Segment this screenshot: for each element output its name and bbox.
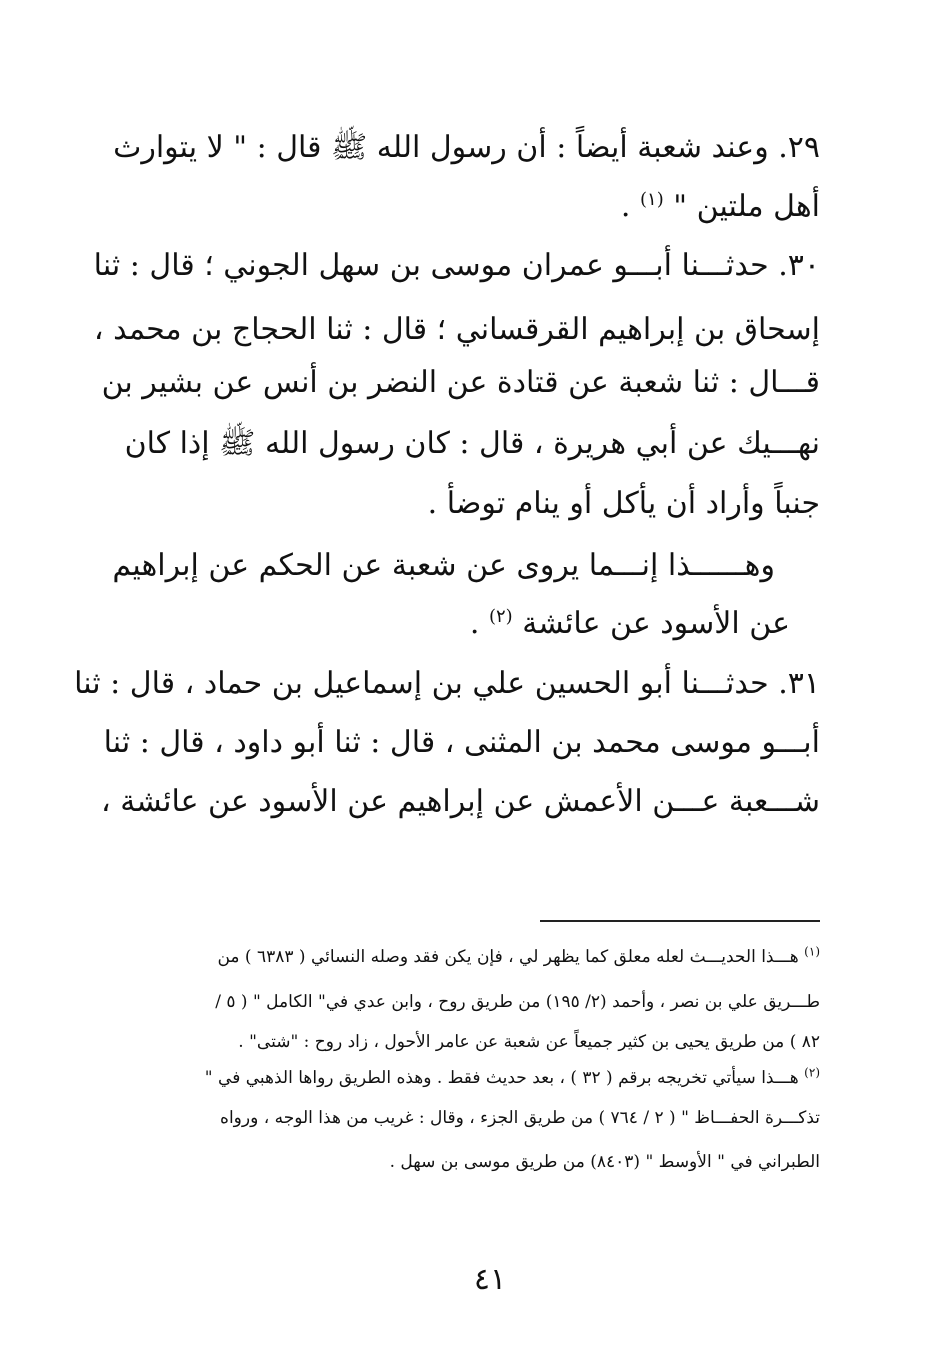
footnote-1-marker: (١)	[804, 944, 820, 959]
footnote-2-line-3: الطبراني في " الأوسط " (٨٤٠٣) من طريق موسى بن سهل .	[389, 1152, 820, 1172]
footnote-1-line-1	[217, 945, 820, 969]
footnote-1-line-3: ٨٢ ) من طريق يحيى بن كثير جميعاً عن شعبة عن عامر الأحول ، زاد روح : "شتى" .	[238, 1032, 820, 1052]
page-number: ٤١	[473, 1262, 507, 1297]
footnote-2-line-1-text: هـــذا سيأتي تخريجه برقم ( ٣٢ ) ، بعد حديث فقط . وهذه الطريق رواها الذهبي في "	[204, 1068, 799, 1088]
footnote-2-line-2: تذكـــرة الحفـــاظ " ( ٢ / ٧٦٤ ) من طريق الجزء ، وقال : غريب من هذا الوجه ، ورواه	[220, 1108, 820, 1128]
hadith-30-line-2: إسحاق بن إبراهيم القرقساني ؛ قال : ثنا الحجاج بن محمد ،	[93, 312, 820, 347]
hadith-31-line-1: ٣١. حدثـــنا أبو الحسين علي بن إسماعيل بن حماد ، قال : ثنا	[74, 666, 820, 701]
hadith-30-line-3: قـــال : ثنا شعبة عن قتادة عن النضر بن أنس عن بشير بن	[101, 365, 820, 400]
commentary-tail: .	[469, 606, 480, 641]
footnote-2-line-1	[205, 1066, 820, 1090]
hadith-31-line-3: شـــعبة عـــن الأعمش عن إبراهيم عن الأسود عن عائشة ،	[101, 784, 820, 819]
footnote-ref-1: (١)	[640, 189, 664, 210]
hadith-31-line-2: أبـــو موسى محمد بن المثنى ، قال : ثنا أبو داود ، قال : ثنا	[103, 725, 820, 760]
commentary-line-2	[470, 604, 790, 644]
hadith-29-line-2	[621, 187, 820, 227]
hadith-30-line-4: نهـــيك عن أبي هريرة ، قال : كان رسول الله ﷺ إذا كان	[124, 426, 820, 461]
commentary-line-2-text: عن الأسود عن عائشة	[522, 606, 790, 641]
commentary-line-1: وهــــــذا إنـــما يروى عن شعبة عن الحكم عن إبراهيم	[112, 548, 775, 583]
hadith-29-tail: .	[620, 189, 631, 224]
footnote-1-line-1-text: هـــذا الحديـــث لعله معلق كما يظهر لي ، فإن يكن فقد وصله النسائي ( ٦٣٨٣ ) من	[217, 947, 799, 967]
hadith-29-line-2-text: أهل ملتين "	[673, 189, 820, 224]
footnote-separator	[540, 920, 820, 922]
footnote-ref-2: (٢)	[488, 606, 513, 627]
hadith-29-line-1: ٢٩. وعند شعبة أيضاً : أن رسول الله ﷺ قال : " لا يتوارث	[113, 130, 820, 165]
footnote-1-line-2: طـــريق علي بن نصر ، وأحمد (٢/ ١٩٥) من طريق روح ، وابن عدي في" الكامل " ( ٥ /	[215, 992, 820, 1012]
hadith-30-line-5: جنباً وأراد أن يأكل أو ينام توضأ .	[427, 486, 820, 521]
footnote-2-marker: (٢)	[804, 1065, 820, 1080]
hadith-30-line-1: ٣٠. حدثـــنا أبـــو عمران موسى بن سهل الجوني ؛ قال : ثنا	[93, 248, 820, 283]
